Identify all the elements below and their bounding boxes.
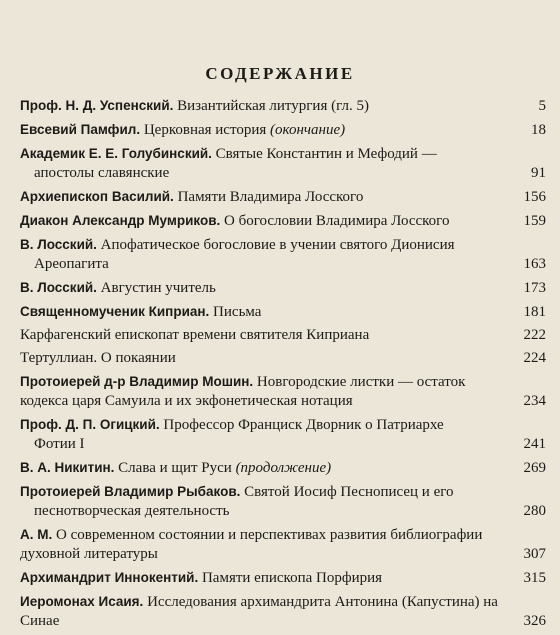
toc-entry (20, 187, 546, 207)
toc-entry (20, 96, 546, 116)
toc-entry-note: (продолжение) (235, 460, 332, 476)
toc-entry-title-continued: песнотворческая деятельность (34, 503, 230, 519)
toc-entry-page-number: 224 (523, 350, 546, 366)
toc-entry (20, 568, 546, 588)
toc-entry-page-number: 326 (523, 613, 546, 629)
toc-entry-author: Диакон Александр Мумриков. (20, 213, 221, 228)
toc-entry-page-number: 315 (523, 570, 546, 586)
toc-entry (20, 120, 546, 140)
toc-entry (20, 302, 546, 322)
toc-entry-author: А. М. (20, 527, 53, 542)
toc-entry-page-number: 173 (523, 280, 546, 296)
toc-entry-title: О богословии Владимира Лосского (224, 213, 450, 229)
toc-entry-title: Апофатическое богословие в учении святого Дионисия (100, 237, 455, 253)
toc-entry-author: В. Лосский. (20, 237, 97, 252)
toc-entry (20, 592, 546, 631)
toc-entry-title: Святые Константин и Мефодий — (215, 146, 437, 162)
toc-entry-title-continued: Ареопагита (34, 256, 109, 272)
toc-entry-page-number: 163 (523, 256, 546, 272)
toc-entry-author: Протоиерей д-р Владимир Мошин. (20, 374, 254, 389)
toc-entry (20, 144, 546, 183)
toc-entry-author: Протоиерей Владимир Рыбаков. (20, 484, 241, 499)
toc-entry-author: Архиепископ Василий. (20, 189, 174, 204)
toc-entry-page-number: 159 (523, 213, 546, 229)
toc-entry-page-number: 280 (523, 503, 546, 519)
toc-entry-title: Августин учитель (100, 280, 216, 296)
toc-entry (20, 278, 546, 298)
toc-entry-title: Памяти епископа Порфирия (201, 570, 383, 586)
toc-entry-page-number: 307 (523, 546, 546, 562)
toc-entry-title: Карфагенский епископат времени святителя Киприана (20, 327, 370, 343)
toc-entry-page-number: 222 (523, 327, 546, 343)
toc-entry (20, 482, 546, 521)
toc-entry-author: Проф. Н. Д. Успенский. (20, 98, 174, 113)
toc-entry (20, 349, 546, 368)
toc-entry-author: Проф. Д. П. Огицкий. (20, 417, 160, 432)
toc-entry-author: Священномученик Киприан. (20, 304, 210, 319)
toc-entry-title: Письма (213, 304, 262, 320)
toc-entry-title: Тертуллиан. О покаянии (20, 350, 176, 366)
toc-entry (20, 326, 546, 345)
toc-entry (20, 235, 546, 274)
toc-entry-title: Профессор Франциск Дворник о Патриархе (163, 417, 444, 433)
toc-entry (20, 458, 546, 478)
toc-entry-author: В. А. Никитин. (20, 460, 115, 475)
toc-entry-title: О современном состоянии и перспективах развития библиографии духовной литературы (20, 527, 483, 562)
toc-entry-title: Исследования архимандрита Антонина (Капустина) на Синае (20, 594, 498, 629)
toc-entry-title: Слава и щит Руси (118, 460, 232, 476)
toc-entry-note: (окончание) (270, 122, 346, 138)
toc-entry-title-continued: апостолы славянские (34, 165, 170, 181)
toc-heading: СОДЕРЖАНИЕ (205, 64, 355, 83)
toc-entry-author: Архимандрит Иннокентий. (20, 570, 199, 585)
toc-entry-title: Византийская литургия (гл. 5) (177, 98, 369, 114)
toc-entry-page-number: 156 (523, 189, 546, 205)
toc-entry-title: Святой Иосиф Песнописец и его (244, 484, 454, 500)
toc-entry-author: Иеромонах Исаия. (20, 594, 144, 609)
toc-entry-page-number: 5 (538, 98, 546, 114)
toc-entry-page-number: 234 (523, 393, 546, 409)
toc-entry-page-number: 18 (531, 122, 546, 138)
toc-entry-title: Новгородские листки — остаток кодекса царя Самуила и их экфонетическая нотация (20, 374, 466, 409)
toc-entry-page-number: 181 (523, 304, 546, 320)
toc-entry-author: В. Лосский. (20, 280, 97, 295)
toc-entry-title: Церковная история (143, 122, 267, 138)
toc-entry (20, 372, 546, 411)
toc-entry-page-number: 269 (523, 460, 546, 476)
toc-entry-title-continued: Фотии I (34, 436, 85, 452)
toc-entry (20, 415, 546, 454)
toc-entry-author: Академик Е. Е. Голубинский. (20, 146, 212, 161)
toc-entry (20, 525, 546, 564)
toc-list (20, 96, 546, 635)
toc-entry-page-number: 241 (523, 436, 546, 452)
toc-entry-page-number: 91 (531, 165, 546, 181)
toc-entry-title: Памяти Владимира Лосского (177, 189, 364, 205)
toc-entry-author: Евсевий Памфил. (20, 122, 141, 137)
toc-entry (20, 211, 546, 231)
